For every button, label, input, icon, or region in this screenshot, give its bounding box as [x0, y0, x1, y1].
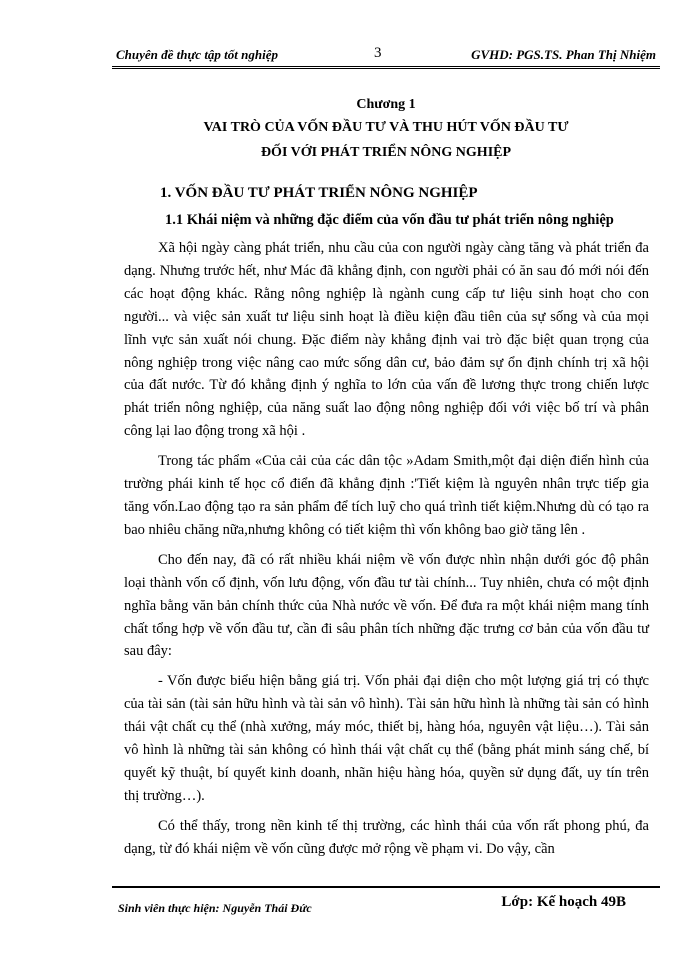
- section-heading: 1. VỐN ĐẦU TƯ PHÁT TRIỂN NÔNG NGHIỆP: [160, 185, 478, 201]
- footer-class: Lớp: Kế hoạch 49B: [501, 894, 626, 910]
- chapter-number: Chương 1: [356, 97, 416, 112]
- paragraph: Có thể thấy, trong nền kinh tế thị trường, các hình thái của vốn rất phong phú, đa dạng, từ đó khái niệm về vốn cũng được mở rộng về phạm vi. Do vậy, cần: [124, 817, 649, 857]
- header-report-title: Chuyên đề thực tập tốt nghiệp: [116, 47, 278, 62]
- paragraph: Cho đến nay, đã có rất nhiều khái niệm về vốn được nhìn nhận dưới góc độ phân loại thành vốn cố định, vốn lưu động, vốn đầu tư tài chính... Tuy nhiên, chưa có một định nghĩa bằng văn bản chính thức của Nhà nước về vốn. Để đưa ra một khái niệm mang tính chất tổng hợp về vốn đầu tư, cần đi sâu phân tích những đặc trưng cơ bản của vốn đầu tư sau đây:: [124, 551, 649, 660]
- footer-student: Sinh viên thực hiện: Nguyễn Thái Đức: [118, 901, 312, 915]
- page-footer: [112, 886, 660, 918]
- page-header: [112, 44, 660, 69]
- body-text: [124, 237, 649, 861]
- subsection-heading: 1.1 Khái niệm và những đặc điểm của vốn đầu tư phát triển nông nghiệp: [165, 212, 614, 228]
- chapter-title-line2: ĐỐI VỚI PHÁT TRIỂN NÔNG NGHIỆP: [260, 145, 512, 160]
- page-number: 3: [374, 45, 382, 61]
- chapter-title-line1: VAI TRÒ CỦA VỐN ĐẦU TƯ VÀ THU HÚT VỐN ĐẦU TƯ: [203, 120, 569, 135]
- paragraph: Trong tác phẩm «Của cải của các dân tộc »Adam Smith,một đại diện điển hình của trường phái kinh tế học cổ điển đã khẳng định :'Tiết kiệm là nguyên nhân trực tiếp gia tăng vốn.Lao động tạo ra sản phẩm để tích luỹ cho quá trình tiết kiệm.Nhưng dù có tạo ra bao nhiêu chăng nữa,nhưng không có tiết kiệm thì vốn không bao giờ tăng lên .: [124, 453, 649, 538]
- paragraph: Xã hội ngày càng phát triển, nhu cầu của con người ngày càng tăng và phát triển đa dạng. Nhưng trước hết, như Mác đã khẳng định, con người phải có ăn sau đó mới nói đến các hoạt động khác. Rằng nông nghiệp là ngành cung cấp tư liệu sinh hoạt cho con người... và việc sản xuất tư liệu sinh hoạt là điều kiện đầu tiên của sự sống và của mọi lĩnh vực sản xuất nói chung. Đặc điểm này khẳng định vai trò đặc biệt quan trọng của nông nghiệp trong việc nâng cao mức sống dân cư, bảo đảm sự ổn định chính trị xã hội của đất nước. Từ đó khẳng định ý nghĩa to lớn của vấn đề lương thực trong chiến lược phát triển nông nghiệp, của năng suất lao động nông nghiệp đối với việc bố trí và phân công lại lao động trong xã hội .: [124, 240, 649, 440]
- header-supervisor: GVHD: PGS.TS. Phan Thị Nhiệm: [471, 47, 656, 62]
- paragraph: - Vốn được biểu hiện bằng giá trị. Vốn phải đại diện cho một lượng giá trị có thực của tài sản (tài sản hữu hình và tài sản vô hình). Tài sản hữu hình là những tài sản có hình thái vật chất cụ thể (nhà xưởng, máy móc, thiết bị, hàng hóa, nguyên vật liệu…). Tài sản vô hình là những tài sản không có hình thái vật chất cụ thể (bằng phát minh sáng chế, bí quyết kỹ thuật, bí quyết kinh doanh, nhãn hiệu hàng hóa, quyền sử dụng đất, uy tín trên thị trường…).: [124, 673, 649, 804]
